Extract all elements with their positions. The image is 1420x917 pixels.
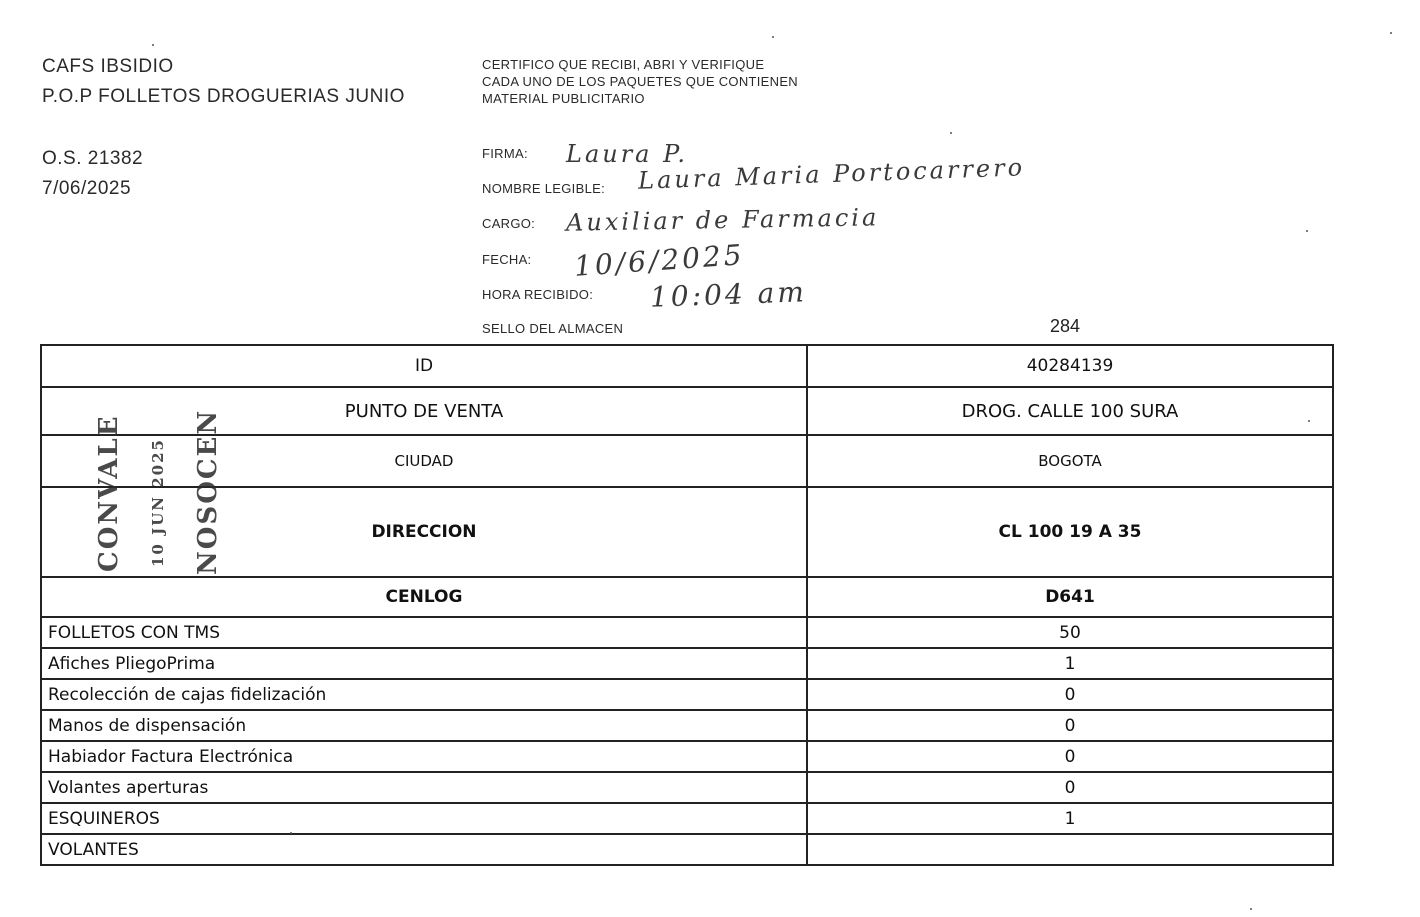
stamp-line-3: NOSOCEN bbox=[193, 408, 223, 575]
scan-speck bbox=[290, 832, 292, 834]
id-label: ID bbox=[41, 345, 807, 387]
item-qty: 1 bbox=[807, 803, 1333, 834]
item-label: Manos de dispensación bbox=[41, 710, 807, 741]
nombre-handwritten: Laura Maria Portocarrero bbox=[637, 153, 1026, 195]
scan-speck bbox=[1250, 908, 1252, 910]
direccion-value: CL 100 19 A 35 bbox=[807, 487, 1333, 577]
delivery-table bbox=[40, 344, 1334, 866]
table-row bbox=[41, 617, 1333, 648]
scan-speck bbox=[1390, 32, 1392, 34]
punto-de-venta-label: PUNTO DE VENTA bbox=[41, 387, 807, 435]
company-name: CAFS IBSIDIO bbox=[42, 56, 174, 77]
ciudad-value: BOGOTA bbox=[807, 435, 1333, 487]
id-value: 40284139 bbox=[807, 345, 1333, 387]
stamp-line-1: CONVALE bbox=[94, 414, 124, 572]
direccion-label: DIRECCION bbox=[41, 487, 807, 577]
stamp-line-2: 10 JUN 2025 bbox=[149, 438, 167, 567]
table-row bbox=[41, 834, 1333, 865]
item-qty: 0 bbox=[807, 772, 1333, 803]
item-qty: 0 bbox=[807, 710, 1333, 741]
table-row bbox=[41, 435, 1333, 487]
sello-number: 284 bbox=[1050, 316, 1081, 336]
item-label: Recolección de cajas fidelización bbox=[41, 679, 807, 710]
table-row bbox=[41, 772, 1333, 803]
table-row bbox=[41, 741, 1333, 772]
fecha-label: FECHA: bbox=[482, 252, 532, 267]
item-qty: 1 bbox=[807, 648, 1333, 679]
table-row bbox=[41, 648, 1333, 679]
table-row bbox=[41, 679, 1333, 710]
certification-text: CERTIFICO QUE RECIBI, ABRI Y VERIFIQUE CADA UNO DE LOS PAQUETES QUE CONTIENEN MATERIAL PUBLICITARIO bbox=[482, 57, 798, 106]
scan-speck bbox=[772, 36, 774, 38]
sello-label: SELLO DEL ALMACEN bbox=[482, 321, 624, 336]
scan-speck bbox=[1306, 230, 1308, 232]
nombre-label: NOMBRE LEGIBLE: bbox=[482, 181, 605, 196]
punto-de-venta-value: DROG. CALLE 100 SURA bbox=[807, 387, 1333, 435]
item-label: FOLLETOS CON TMS bbox=[41, 617, 807, 648]
item-label: Afiches PliegoPrima bbox=[41, 648, 807, 679]
document-date: 7/06/2025 bbox=[42, 178, 132, 199]
scan-speck bbox=[950, 132, 952, 134]
fecha-handwritten: 10/6/2025 bbox=[573, 238, 746, 283]
hora-handwritten: 10:04 am bbox=[649, 275, 808, 314]
cargo-label: CARGO: bbox=[482, 216, 536, 231]
table-row bbox=[41, 487, 1333, 577]
document-description: P.O.P FOLLETOS DROGUERIAS JUNIO bbox=[42, 86, 405, 107]
table-row bbox=[41, 345, 1333, 387]
item-label: Habiador Factura Electrónica bbox=[41, 741, 807, 772]
ciudad-label: CIUDAD bbox=[41, 435, 807, 487]
table-row bbox=[41, 577, 1333, 617]
cenlog-value: D641 bbox=[807, 577, 1333, 617]
scan-speck bbox=[1308, 420, 1310, 422]
item-qty bbox=[807, 834, 1333, 865]
table-row bbox=[41, 803, 1333, 834]
item-qty: 50 bbox=[807, 617, 1333, 648]
item-label: ESQUINEROS bbox=[41, 803, 807, 834]
table-row bbox=[41, 387, 1333, 435]
hora-label: HORA RECIBIDO: bbox=[482, 287, 594, 302]
firma-label: FIRMA: bbox=[482, 146, 528, 161]
service-order-number: O.S. 21382 bbox=[42, 148, 144, 169]
firma-signature: Laura P. bbox=[566, 140, 689, 168]
item-label: Volantes aperturas bbox=[41, 772, 807, 803]
cargo-handwritten: Auxiliar de Farmacia bbox=[565, 203, 880, 237]
item-qty: 0 bbox=[807, 679, 1333, 710]
item-qty: 0 bbox=[807, 741, 1333, 772]
cenlog-label: CENLOG bbox=[41, 577, 807, 617]
table-row bbox=[41, 710, 1333, 741]
scan-speck bbox=[152, 44, 154, 46]
item-label: VOLANTES bbox=[41, 834, 807, 865]
